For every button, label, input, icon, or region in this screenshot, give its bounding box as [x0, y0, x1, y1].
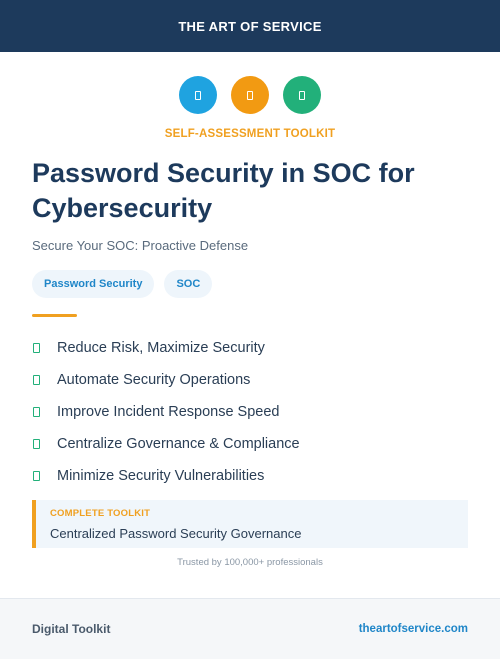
list-item	[32, 428, 472, 460]
check-icon	[33, 439, 40, 449]
tag-soc: SOC	[164, 270, 212, 298]
document-icon	[231, 76, 269, 114]
check-icon	[33, 471, 40, 481]
callout-text: Centralized Password Security Governance	[50, 526, 302, 541]
feature-text: Minimize Security Vulnerabilities	[57, 468, 265, 484]
icon-row	[0, 76, 500, 114]
accent-divider	[32, 314, 77, 317]
toolkit-callout	[32, 500, 468, 548]
feature-text: Centralize Governance & Compliance	[57, 436, 300, 452]
check-icon	[33, 343, 40, 353]
feature-text: Automate Security Operations	[57, 372, 251, 388]
document-icon	[179, 76, 217, 114]
check-icon	[33, 375, 40, 385]
brand-name: THE ART OF SERVICE	[178, 18, 322, 34]
trusted-note: Trusted by 100,000+ professionals	[177, 557, 323, 568]
tag-list	[32, 270, 212, 298]
page-subtitle: Secure Your SOC: Proactive Defense	[32, 238, 249, 253]
top-banner	[0, 0, 500, 52]
feature-text: Reduce Risk, Maximize Security	[57, 340, 265, 356]
feature-text: Improve Incident Response Speed	[57, 404, 280, 420]
check-icon	[33, 407, 40, 417]
eyebrow-label: SELF-ASSESSMENT TOOLKIT	[164, 128, 336, 140]
page-title: Password Security in SOC for Cybersecurity	[32, 158, 415, 223]
list-item	[32, 332, 472, 364]
callout-label: COMPLETE TOOLKIT	[50, 508, 151, 519]
tag-password-security: Password Security	[32, 270, 154, 298]
document-icon	[283, 76, 321, 114]
footer	[0, 598, 500, 659]
list-item	[32, 460, 472, 492]
website-link[interactable]: theartofservice.com	[358, 623, 468, 635]
list-item	[32, 364, 472, 396]
feature-list	[32, 332, 472, 492]
list-item	[32, 396, 472, 428]
footer-label: Digital Toolkit	[32, 622, 111, 636]
